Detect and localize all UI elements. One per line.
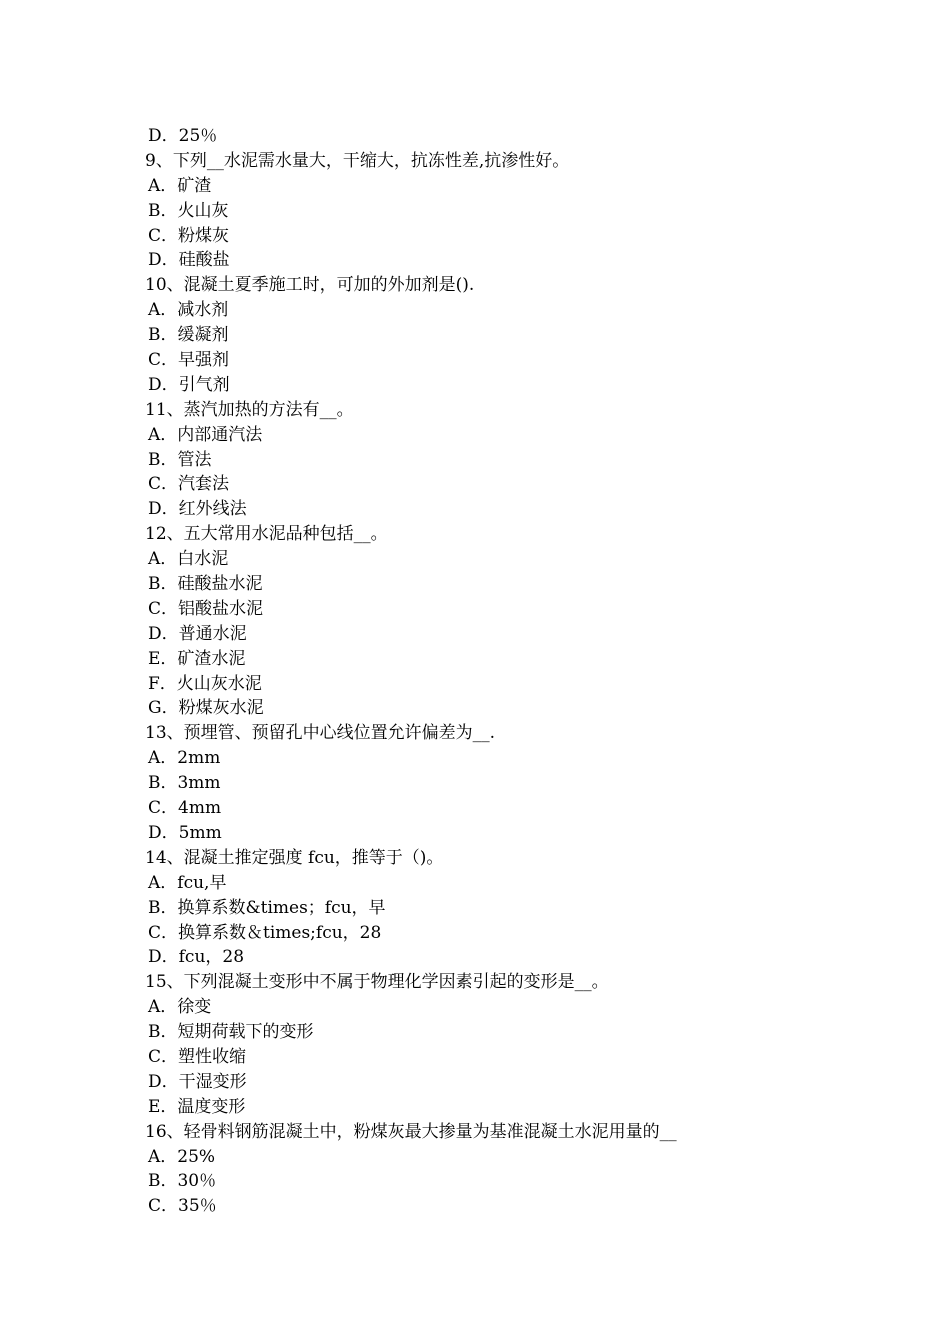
question-list bbox=[145, 124, 845, 1219]
answer-option: C．铝酸盐水泥 bbox=[148, 598, 264, 619]
answer-option: A．内部通汽法 bbox=[148, 424, 263, 445]
answer-option: F．火山灰水泥 bbox=[148, 673, 262, 694]
answer-option: D．普通水泥 bbox=[148, 623, 247, 644]
answer-option: C．粉煤灰 bbox=[148, 225, 230, 246]
answer-option: D．干湿变形 bbox=[148, 1071, 247, 1092]
answer-option: B．3mm bbox=[148, 773, 221, 794]
question-text: 14、混凝土推定强度 fcu，推等于（)。 bbox=[145, 847, 444, 868]
question-text: 15、下列混凝土变形中不属于物理化学因素引起的变形是__。 bbox=[145, 972, 609, 993]
answer-option: D．fcu，28 bbox=[148, 947, 245, 968]
answer-option: A．矿渣 bbox=[148, 175, 212, 196]
answer-option: C．换算系数＆times;fcu，28 bbox=[148, 922, 382, 943]
answer-option: A．25% bbox=[148, 1146, 216, 1167]
answer-option: B．短期荷载下的变形 bbox=[148, 1022, 314, 1043]
answer-option: B．30％ bbox=[148, 1171, 217, 1192]
answer-option: B．硅酸盐水泥 bbox=[148, 574, 263, 595]
answer-option: C．塑性收缩 bbox=[148, 1046, 247, 1067]
answer-option: D．25％ bbox=[148, 126, 218, 146]
answer-option: C．汽套法 bbox=[148, 474, 230, 495]
answer-option: A．减水剂 bbox=[148, 300, 229, 321]
answer-option: A．fcu,早 bbox=[148, 872, 227, 893]
question-text: 9、下列__水泥需水量大，干缩大，抗冻性差,抗渗性好。 bbox=[145, 150, 570, 171]
answer-option: B．管法 bbox=[148, 449, 212, 470]
answer-option: E．矿渣水泥 bbox=[148, 648, 246, 669]
answer-option: A．白水泥 bbox=[148, 549, 229, 570]
answer-option: B．缓凝剂 bbox=[148, 325, 229, 346]
answer-option: C．4mm bbox=[148, 798, 222, 819]
question-text: 11、蒸汽加热的方法有__。 bbox=[145, 399, 354, 420]
answer-option: D．红外线法 bbox=[148, 499, 247, 520]
answer-option: C．35％ bbox=[148, 1196, 217, 1217]
answer-option: D．引气剂 bbox=[148, 374, 230, 395]
question-text: 10、混凝土夏季施工时，可加的外加剂是(). bbox=[145, 275, 475, 296]
question-text: 16、轻骨料钢筋混凝土中，粉煤灰最大掺量为基准混凝土水泥用量的__ bbox=[145, 1121, 677, 1142]
answer-option: D．硅酸盐 bbox=[148, 250, 230, 271]
answer-option: C．早强剂 bbox=[148, 350, 230, 371]
answer-option: G．粉煤灰水泥 bbox=[148, 698, 264, 719]
answer-option: B．火山灰 bbox=[148, 200, 229, 221]
answer-option: B．换算系数&times；fcu，早 bbox=[148, 897, 386, 918]
answer-option: E．温度变形 bbox=[148, 1096, 246, 1117]
answer-option: A．2mm bbox=[148, 748, 221, 769]
question-text: 12、五大常用水泥品种包括__。 bbox=[145, 524, 388, 545]
question-text: 13、预埋管、预留孔中心线位置允许偏差为__. bbox=[145, 723, 496, 744]
answer-option: A．徐变 bbox=[148, 997, 212, 1018]
answer-option: D．5mm bbox=[148, 822, 222, 843]
